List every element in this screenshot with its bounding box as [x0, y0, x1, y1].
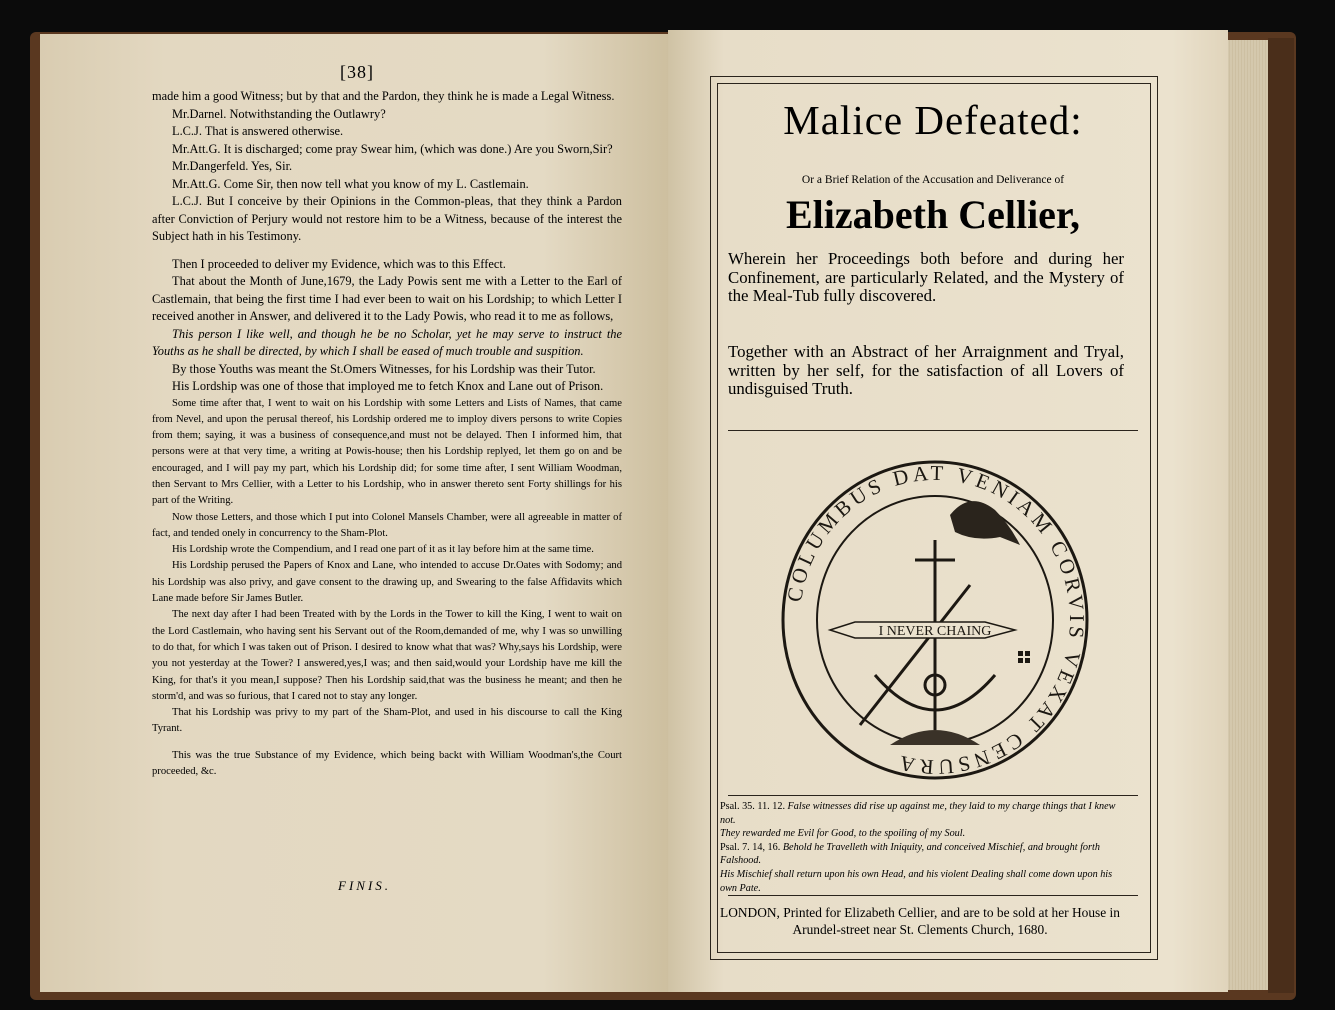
- description-2: Together with an Abstract of her Arraignment and Tryal, written by her self, for the satisfaction of all Lovers of undisguised Truth.: [728, 342, 1124, 398]
- paragraph: Now those Letters, and those which I put into Colonel Mansels Chamber, were all agreeable in matter of fact, and tended onely in concurrency to the Sham-Plot.: [152, 511, 622, 539]
- page-number: [38]: [340, 62, 374, 82]
- emblem-woodcut: [770, 445, 1100, 795]
- paragraph: His Lordship was one of those that imployed me to fetch Knox and Lane out of Prison.: [172, 379, 604, 393]
- paragraph: That his Lordship was privy to my part of the Sham-Plot, and used in his discourse to call the King Tyrant.: [152, 707, 622, 735]
- paragraph: That about the Month of June,1679, the Lady Powis sent me with a Letter to the Earl of Castlemain, that being the first time I had ever been to wait on his Lordship; to which Letter I received another in Answer, and delivered it to the Lady Powis, who read it to me as follows,: [152, 274, 622, 323]
- paragraph: This was the true Substance of my Evidence, which being backt with William Woodman's,the Court proceeded, &c.: [152, 749, 622, 778]
- book-spine: [1268, 38, 1294, 993]
- divider-rule: [728, 895, 1138, 896]
- imprint: LONDON, Printed for Elizabeth Cellier, and are to be sold at her House in Arundel-street near St. Clements Church, 1680.: [720, 905, 1120, 937]
- paragraph: The next day after I had been Treated with by the Lords in the Tower to kill the King, I went to wait on the Lord Castlemain, who having sent his Servant out of the Room,demanded of me, why I was so unwilling to do that, for which I was taken out of Prison. I desired to know what that was? Why,says his Lordship, were you not yesterday at the Tower? I answered,yes,I was; and then said,would your Lordship have me kill the King, for that's it you mean,I suppose? Then his Lordship said,that was the business he meant; and then he storm'd, and was so furious, that I cared not to stay any longer.: [152, 609, 622, 702]
- paragraph: His Lordship perused the Papers of Knox and Lane, who intended to accuse Dr.Oates with Sodomy; and his Lordship was also privy, and gave consent to the drawing up, and Swearing to the false Affidavits which Lane made before Sir James Butler.: [152, 560, 622, 605]
- divider-rule: [728, 795, 1138, 796]
- description-1: Wherein her Proceedings both before and during her Confinement, are particularly Related, and the Mystery of the Meal-Tub fully discovered.: [728, 249, 1124, 305]
- psalm-line: His Mischief shall return upon his own Head, and his violent Dealing shall come down upon his own Pate.: [720, 868, 1113, 894]
- divider-rule: [728, 430, 1138, 431]
- paragraph: L.C.J. But I conceive by their Opinions in the Common-pleas, that they think a Pardon after Conviction of Perjury would not restore him to be a Witness, because of the interest the Subject hath in his Testimony.: [152, 194, 622, 243]
- paragraph: By those Youths was meant the St.Omers Witnesses, for his Lordship was their Tutor.: [172, 361, 596, 376]
- rock-icon: [890, 730, 980, 745]
- book-title: Malice Defeated:: [783, 97, 1083, 143]
- paragraph: L.C.J. That is answered otherwise.: [172, 124, 344, 138]
- paragraph: Mr.Dangerfeld. Yes, Sir.: [172, 159, 293, 173]
- paragraph: Some time after that, I went to wait on his Lordship with some Letters and Lists of Names, that came from Nevel, and upon the perusal thereof, his Lordship ordered me to imploy divers persons to write Copies from them; saying, it was a business of consequence,and must not be delayed. Then I informed him, that persons were at that very time, a writing at Powis-house; then his Lordship replyed, let them go on and be encouraged, and I will pay my part, which his Lordship did; for some time after, I sent William Woodman, then Servant to Mrs Cellier, with a Letter to his Lordship, who in answer thereto sent Forty shillings for his part of the Writing.: [152, 397, 622, 507]
- cross-mark-icon: [1016, 649, 1032, 665]
- book-subtitle: Or a Brief Relation of the Accusation and Deliverance of: [801, 174, 1065, 186]
- paragraph: Mr.Att.G. Come Sir, then now tell what you know of my L. Castlemain.: [172, 176, 529, 191]
- emblem-motto: COLUMBUS DAT VENIAM CORVIS VEXAT CENSURA: [782, 460, 1090, 780]
- psalm-line: They rewarded me Evil for Good, to the spoiling of my Soul.: [720, 828, 966, 840]
- paragraph: Mr.Darnel. Notwithstanding the Outlawry?: [172, 106, 386, 121]
- psalm-quotations: [720, 800, 1120, 895]
- paragraph: Mr.Att.G. It is discharged; come pray Swear him, (which was done.) Are you Sworn,Sir?: [172, 141, 613, 156]
- author-name: Elizabeth Cellier,: [785, 192, 1081, 237]
- paragraph: Then I proceeded to deliver my Evidence, which was to this Effect.: [172, 256, 506, 271]
- psalm-line: Psal. 7. 14, 16. Behold he Travelleth with Iniquity, and conceived Mischief, and brought forth Falshood.: [720, 841, 1100, 867]
- finis-text: FINIS.: [338, 878, 392, 893]
- paragraph: made him a good Witness; but by that and the Pardon, they think he is made a Legal Witness.: [152, 89, 615, 103]
- letter-quote: This person I like well, and though he be no Scholar, yet he may serve to instruct the Youths as he shall be directed, by which I shall be eased of much trouble and suspition.: [152, 326, 622, 358]
- paragraph: His Lordship wrote the Compendium, and I read one part of it as it lay before him at the same time.: [172, 544, 594, 556]
- left-page-text: [152, 88, 622, 780]
- psalm-line: Psal. 35. 11. 12. False witnesses did rise up against me, they laid to my charge things that I knew not.: [720, 801, 1116, 826]
- banner-text: I NEVER CHAING: [878, 624, 992, 639]
- page-edges: [1228, 40, 1268, 990]
